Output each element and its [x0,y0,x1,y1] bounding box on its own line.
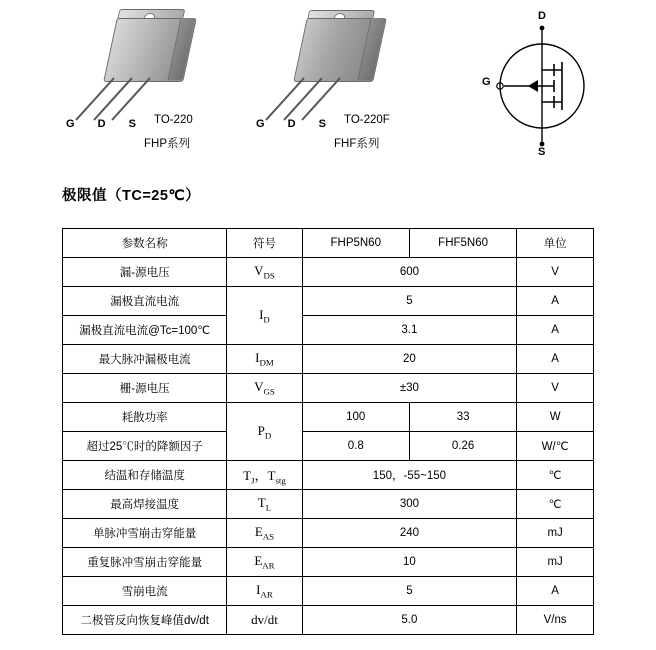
param-iar: 雪崩电流 [63,577,227,606]
unit-id: A [517,287,594,316]
param-derating: 超过25℃时的降额因子 [63,432,227,461]
value-dvdt: 5.0 [302,606,517,635]
value-vgs: ±30 [302,374,517,403]
value-eas: 240 [302,519,517,548]
symbol-eas-main: E [254,524,263,540]
param-id: 漏极直流电流 [63,287,227,316]
package-to220 [66,18,193,150]
header-fhf5n60: FHF5N60 [409,229,516,258]
value-tl: 300 [302,490,517,519]
to220f-series: FHF系列 [334,138,380,150]
to220-pin-g: G [66,118,75,130]
symbol-ear-main: E [254,553,263,569]
symbol-idm [227,345,302,374]
unit-pd: W [517,403,594,432]
value-derating-fhp: 0.8 [302,432,409,461]
header-fhp5n60: FHP5N60 [302,229,409,258]
value-idm: 20 [302,345,517,374]
symbol-tj-tstg: $T_J$，$T_{stg}$ [227,461,302,490]
mosfet-symbol-icon [470,14,610,154]
section-title: 极限值（TC=25℃） [62,188,201,204]
value-pd-fhf: 33 [409,403,516,432]
symbol-tl-main: T [257,495,266,511]
value-vds: 600 [302,258,517,287]
unit-ear: mJ [517,548,594,577]
to220-name: TO-220 [154,114,193,126]
param-vgs: 栅-源电压 [63,374,227,403]
symbol-tj-main: T [243,467,252,483]
symbol-iar-sub: AR [260,589,273,600]
schematic-drain-label: D [538,10,546,22]
param-eas: 单脉冲雪崩击穿能量 [63,519,227,548]
unit-vgs: V [517,374,594,403]
param-vds: 漏-源电压 [63,258,227,287]
symbol-id-sub: D [263,314,270,325]
symbol-eas-sub: AS [262,531,275,542]
symbol-vgs [227,374,302,403]
unit-idm: A [517,345,594,374]
symbol-id-main: I [259,306,264,322]
symbol-vds-sub: DS [263,270,275,281]
to220f-pin-g: G [256,118,265,130]
param-ear: 重复脉冲雪崩击穿能量 [63,548,227,577]
value-derating-fhf: 0.26 [409,432,516,461]
table-row [63,490,594,519]
symbol-tstg-sub: stg [275,475,286,486]
symbol-ear [227,548,302,577]
unit-derating: W/℃ [517,432,594,461]
header-symbol: 符号 [227,229,302,258]
schematic-gate-label: G [482,76,491,88]
to220-pin-d: D [97,118,106,130]
table-row [63,548,594,577]
symbol-iar [227,577,302,606]
unit-tj-tstg: ℃ [517,461,594,490]
symbol-id [227,287,302,345]
table-row [63,287,594,316]
to220-series: FHP系列 [144,138,190,150]
unit-eas: mJ [517,519,594,548]
header-unit: 单位 [517,229,594,258]
value-tj-tstg: 150，-55~150 [302,461,517,490]
to220f-pin-labels [256,118,326,130]
symbol-tj-sub: J [251,475,255,486]
symbol-vgs-main: V [254,379,264,395]
symbol-vgs-sub: GS [263,386,275,397]
symbol-vds-main: V [254,263,264,279]
symbol-idm-sub: DM [259,357,274,368]
param-pd: 耗散功率 [63,403,227,432]
symbol-pd-sub: D [264,430,272,441]
symbol-tl-sub: L [265,502,272,513]
symbol-dvdt: dv/dt [227,606,302,635]
unit-vds: V [517,258,594,287]
schematic-source-label: S [538,146,546,158]
param-idm: 最大脉冲漏极电流 [63,345,227,374]
to220f-pin-s: S [318,118,326,130]
unit-dvdt: V/ns [517,606,594,635]
symbol-ear-sub: AR [262,560,275,571]
symbol-pd [227,403,302,461]
unit-id-100c: A [517,316,594,345]
unit-iar: A [517,577,594,606]
to220-pin-s: S [128,118,136,130]
value-pd-fhp: 100 [302,403,409,432]
symbol-tl [227,490,302,519]
symbol-vds [227,258,302,287]
table-row [63,606,594,635]
value-id: 5 [302,287,517,316]
table-row [63,432,594,461]
table-row [63,519,594,548]
symbol-eas [227,519,302,548]
to220-pin-labels [66,118,136,130]
param-tl: 最高焊接温度 [63,490,227,519]
symbol-idm-main: I [255,350,260,366]
table-row [63,258,594,287]
param-tj-tstg: 结温和存储温度 [63,461,227,490]
value-ear: 10 [302,548,517,577]
table-row [63,403,594,432]
param-dvdt: 二极管反向恢复峰值dv/dt [63,606,227,635]
value-iar: 5 [302,577,517,606]
package-illustrations [0,0,656,170]
to220f-name: TO-220F [344,114,390,126]
table-row [63,577,594,606]
table-row [63,461,594,490]
to220f-pin-d: D [287,118,296,130]
table-row [63,345,594,374]
symbol-tstg-main: T [267,467,276,483]
table-row [63,316,594,345]
table-row [63,374,594,403]
value-id-100c: 3.1 [302,316,517,345]
symbol-pd-main: P [257,422,265,438]
package-to220f [256,18,390,150]
header-param: 参数名称 [63,229,227,258]
mosfet-schematic [470,10,610,158]
unit-tl: ℃ [517,490,594,519]
absolute-maximum-ratings-table [62,228,594,635]
table-header-row [63,229,594,258]
symbol-iar-main: I [256,582,261,598]
param-id-100c: 漏极直流电流@Tc=100℃ [63,316,227,345]
